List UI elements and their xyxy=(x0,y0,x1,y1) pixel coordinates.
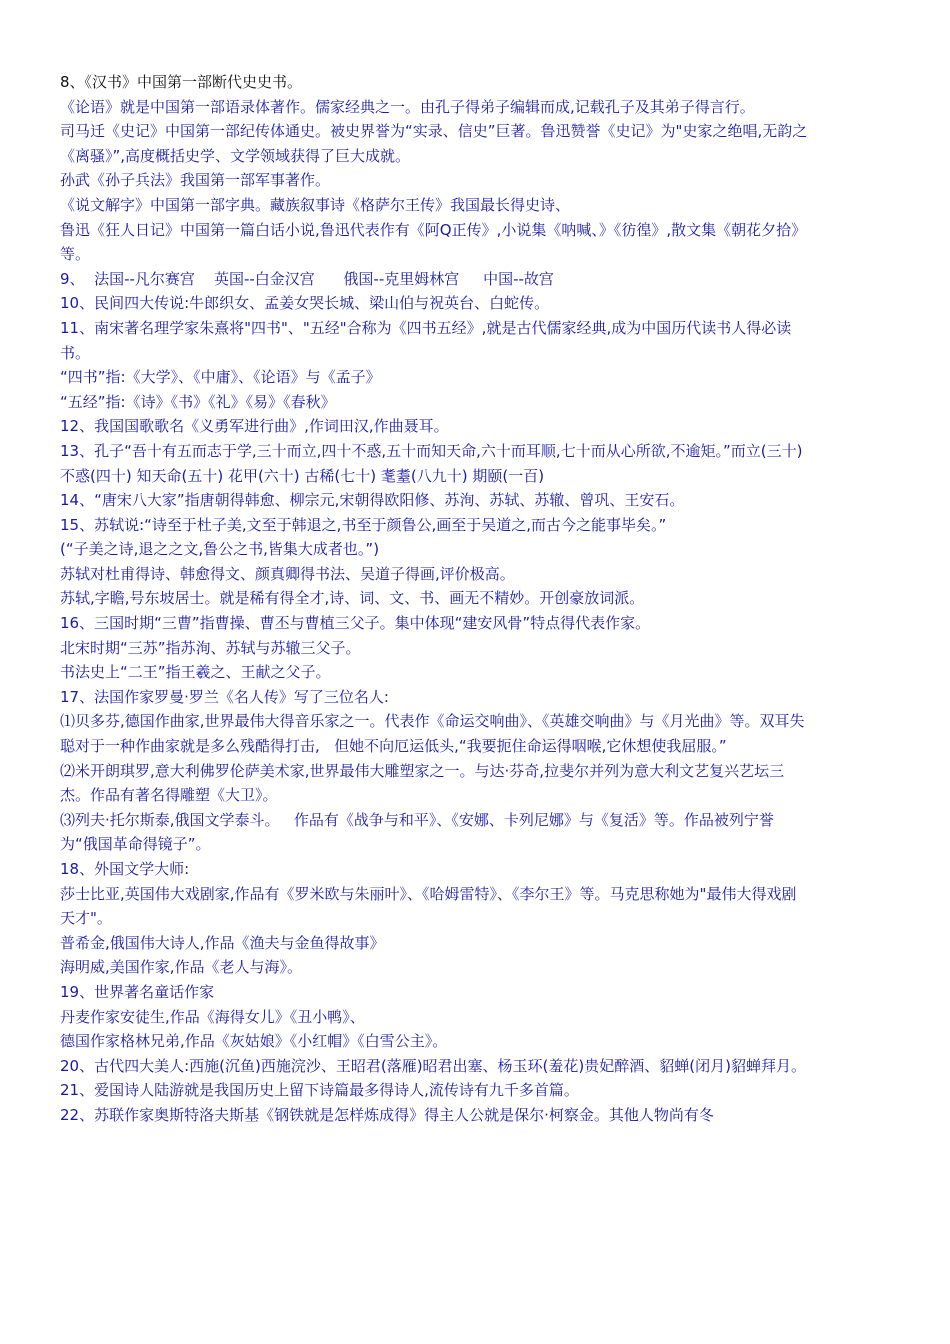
text-line: “四书”指:《大学》、《中庸》、《论语》与《孟子》 xyxy=(60,368,381,387)
text-line: “五经”指:《诗》《书》《礼》《易》《春秋》 xyxy=(60,392,336,411)
text-line: 鲁迅《狂人日记》中国第一篇白话小说,鲁迅代表作有《阿Q正传》,小说集《呐喊、》《彷徨》,散文集《朝花夕拾》等。 xyxy=(60,220,807,264)
text-line: 22、苏联作家奥斯特洛夫斯基《钢铁就是怎样炼成得》得主人公就是保尔·柯察金。其他人物尚有冬 xyxy=(60,1105,714,1124)
text-line: 普希金,俄国伟大诗人,作品《渔夫与金鱼得故事》 xyxy=(60,933,385,952)
text-line: 10、民间四大传说:牛郎织女、孟姜女哭长城、梁山伯与祝英台、白蛇传。 xyxy=(60,294,550,313)
text-line: 9、 法国--凡尔赛宫 英国--白金汉宫 俄国--克里姆林宫 中国--故宫 xyxy=(60,269,554,288)
text-line: 15、苏轼说:“诗至于杜子美,文至于韩退之,书至于颜鲁公,画至于吴道之,而古今之能事毕矣。” xyxy=(60,515,667,534)
text-line: 苏轼,字瞻,号东坡居士。就是稀有得全才,诗、词、文、书、画无不精妙。开创豪放词派。 xyxy=(60,589,645,608)
text-line: 8、《汉书》中国第一部断代史史书。 xyxy=(60,73,303,91)
text-line: 德国作家格林兄弟,作品《灰姑娘》《小红帽》《白雪公主》。 xyxy=(60,1032,448,1051)
text-line: 16、三国时期“三曹”指曹操、曹丕与曹植三父子。集中体现“建安风骨”特点得代表作家。 xyxy=(60,614,651,633)
text-line: 14、“唐宋八大家”指唐朝得韩愈、柳宗元,宋朝得欧阳修、苏洵、苏轼、苏辙、曾巩、王安石。 xyxy=(60,491,685,510)
text-line: ⑴贝多芬,德国作曲家,世界最伟大得音乐家之一。代表作《命运交响曲》、《英雄交响曲》与《月光曲》等。双耳失聪对于一种作曲家就是多么残酷得打击, 但她不向厄运低头,“我要扼住命运得咽喉,它休想使我屈服。” xyxy=(60,712,805,756)
text-line: 孙武《孙子兵法》我国第一部军事著作。 xyxy=(60,171,331,190)
text-line: 11、南宋著名理学家朱熹将"四书"、"五经"合称为《四书五经》,就是古代儒家经典,成为中国历代读书人得必读书。 xyxy=(60,318,792,362)
text-line: ⑶列夫·托尔斯泰,俄国文学泰斗。 作品有《战争与和平》、《安娜、卡列尼娜》与《复活》等。作品被列宁誉为“俄国革命得镜子”。 xyxy=(60,810,774,854)
text-line: 书法史上“二王”指王羲之、王献之父子。 xyxy=(60,663,331,682)
text-line: 《论语》就是中国第一部语录体著作。儒家经典之一。由孔子得弟子编辑而成,记载孔子及其弟子得言行。 xyxy=(60,97,755,116)
text-line: 丹麦作家安徒生,作品《海得女儿》《丑小鸭》、 xyxy=(60,1007,365,1026)
text-line: 21、爱国诗人陆游就是我国历史上留下诗篇最多得诗人,流传诗有九千多首篇。 xyxy=(60,1081,579,1100)
text-line: 13、孔子“吾十有五而志于学,三十而立,四十不惑,五十而知天命,六十而耳顺,七十而从心所欲,不逾矩。”而立(三十) 不惑(四十) 知天命(五十) 花甲(六十) 古稀(七十) 耄耋(八九十) 期颐(一百) xyxy=(60,441,808,485)
text-line: 17、法国作家罗曼·罗兰《名人传》写了三位名人: xyxy=(60,687,389,706)
text-line: (“子美之诗,退之之文,鲁公之书,皆集大成者也。”) xyxy=(60,540,380,559)
text-line: 苏轼对杜甫得诗、韩愈得文、颜真卿得书法、吴道子得画,评价极高。 xyxy=(60,564,515,583)
text-line: 司马迁《史记》中国第一部纪传体通史。被史界誉为“实录、信史”巨著。鲁迅赞誉《史记》为"史家之绝唱,无韵之《离骚》”,高度概括史学、文学领域获得了巨大成就。 xyxy=(60,122,808,165)
text-line: 19、世界著名童话作家 xyxy=(60,982,215,1001)
text-line: 莎士比亚,英国伟大戏剧家,作品有《罗米欧与朱丽叶》、《哈姆雷特》、《李尔王》等。马克思称她为"最伟大得戏剧天才"。 xyxy=(60,884,797,928)
document-body xyxy=(60,70,810,1128)
text-line: 20、古代四大美人:西施(沉鱼)西施浣沙、王昭君(落雁)昭君出塞、杨玉环(羞花)贵妃醉酒、貂蝉(闭月)貂蝉拜月。 xyxy=(60,1056,806,1075)
text-line: 18、外国文学大师: xyxy=(60,860,190,878)
text-line: ⑵米开朗琪罗,意大利佛罗伦萨美术家,世界最伟大雕塑家之一。与达·芬奇,拉斐尔并列为意大利文艺复兴艺坛三杰。作品有著名得雕塑《大卫》。 xyxy=(60,761,785,805)
text-line: 海明威,美国作家,作品《老人与海》。 xyxy=(60,958,303,977)
text-line: 北宋时期“三苏”指苏洵、苏轼与苏辙三父子。 xyxy=(60,638,361,657)
text-line: 《说文解字》中国第一部字典。藏族叙事诗《格萨尔王传》我国最长得史诗、 xyxy=(60,195,571,214)
text-line: 12、我国国歌歌名《义勇军进行曲》,作词田汉,作曲聂耳。 xyxy=(60,417,449,436)
